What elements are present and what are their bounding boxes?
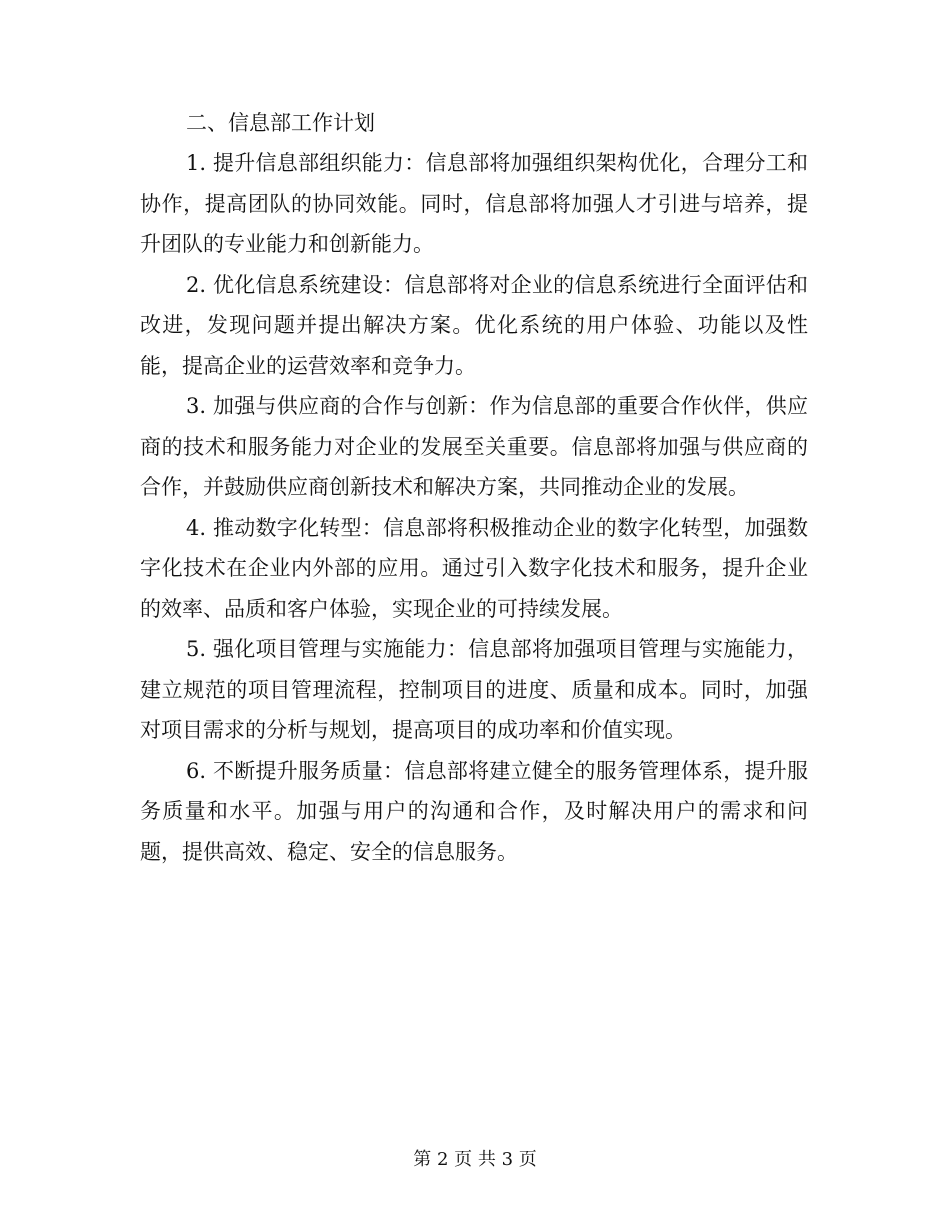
plan-item-4: 4. 推动数字化转型：信息部将积极推动企业的数字化转型，加强数字化技术在企业内外部的应用。通过引入数字化技术和服务，提升企业的效率、品质和客户体验，实现企业的可持续发展。 [140,515,808,621]
plan-item-2: 2. 优化信息系统建设：信息部将对企业的信息系统进行全面评估和改进，发现问题并提出解决方案。优化系统的用户体验、功能以及性能，提高企业的运营效率和竞争力。 [140,272,808,378]
plan-item-1: 1. 提升信息部组织能力：信息部将加强组织架构优化，合理分工和协作，提高团队的协同效能。同时，信息部将加强人才引进与培养，提升团队的专业能力和创新能力。 [140,151,808,256]
plan-item-3: 3. 加强与供应商的合作与创新：作为信息部的重要合作伙伴，供应商的技术和服务能力对企业的发展至关重要。信息部将加强与供应商的合作，并鼓励供应商创新技术和解决方案，共同推动企业的发展。 [140,394,808,499]
page-footer: 第 2 页 共 3 页 [413,1149,537,1170]
plan-item-5: 5. 强化项目管理与实施能力：信息部将加强项目管理与实施能力，建立规范的项目管理流程，控制项目的进度、质量和成本。同时，加强对项目需求的分析与规划，提高项目的成功率和价值实现。 [140,637,808,742]
plan-item-6: 6. 不断提升服务质量：信息部将建立健全的服务管理体系，提升服务质量和水平。加强与用户的沟通和合作，及时解决用户的需求和问题，提供高效、稳定、安全的信息服务。 [140,758,808,864]
document-body [140,103,808,872]
section-title: 二、信息部工作计划 [186,111,375,135]
